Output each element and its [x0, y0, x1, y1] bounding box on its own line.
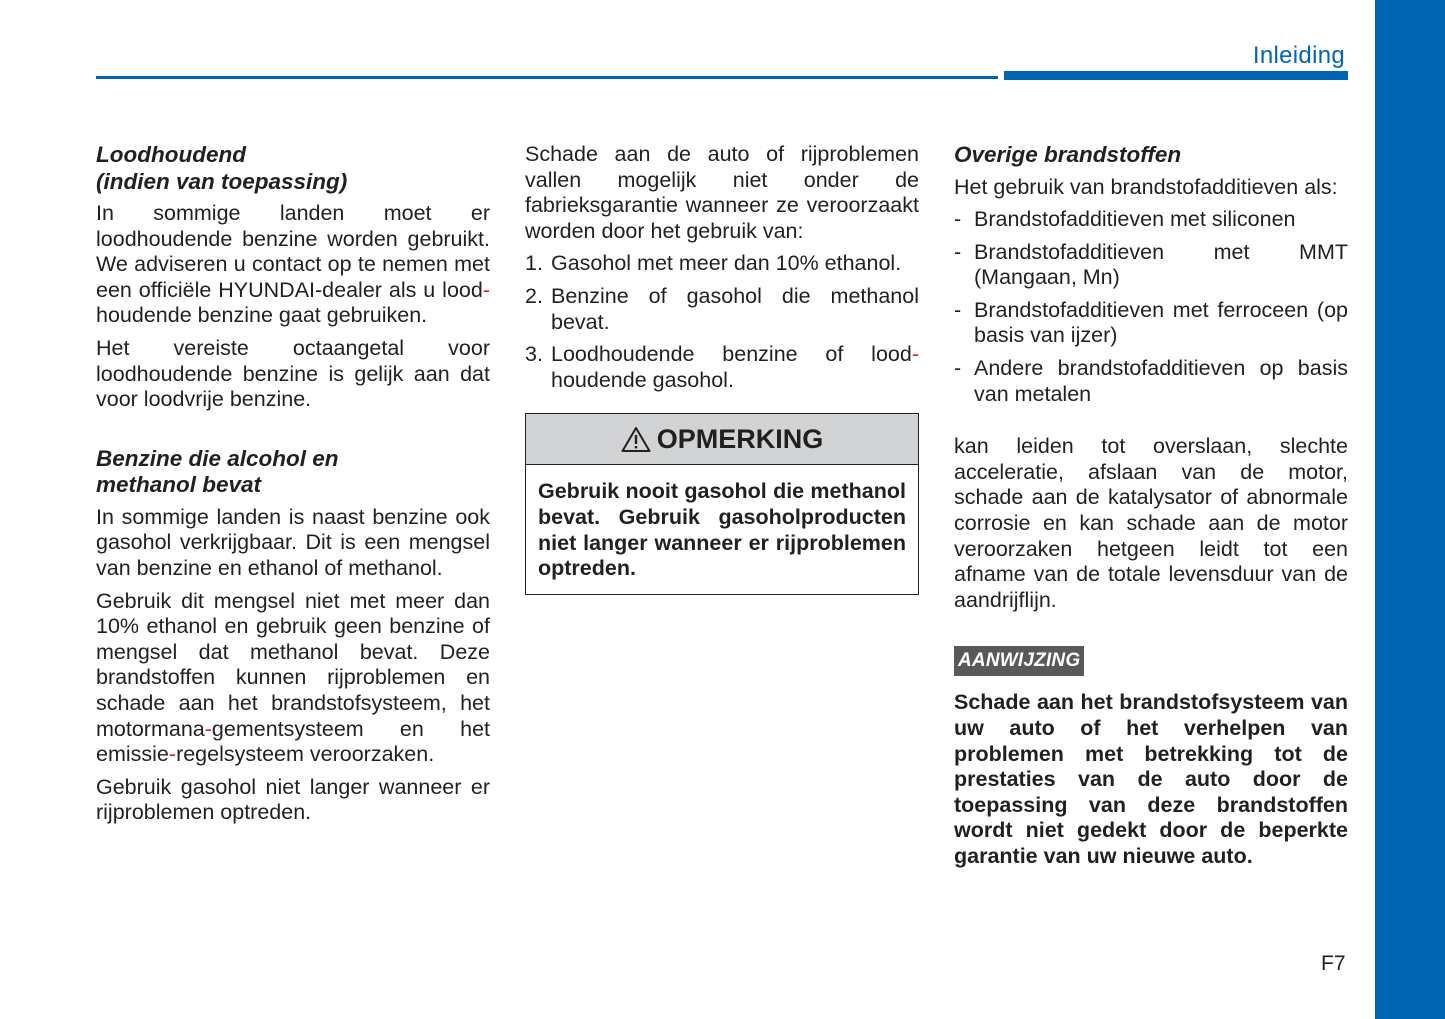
list-item [954, 356, 1348, 407]
paragraph: Schade aan de auto of rijproblemen vallen mogelijk niet onder de fabrieksgarantie wanneer ze veroorzaakt worden door het gebruik van: [525, 142, 919, 243]
list-item [954, 240, 1348, 291]
header-rule-thick [1004, 71, 1348, 80]
list-dash: - [954, 297, 962, 322]
list-item [525, 251, 919, 277]
paragraph: kan leiden tot overslaan, slechte acceleratie, afslaan van de motor, schade aan de katalysator of abnormale corrosie en kan schade aan de motor veroorzaken hetgeen leidt tot een afname van de totale levensduur van de aandrijflijn. [954, 434, 1348, 612]
notice-header [526, 414, 918, 465]
paragraph-text: Gebruik dit mengsel niet met meer dan 10% ethanol en gebruik geen benzine of mengsel dat methanol bevat. Deze brandstoffen kunnen rijproblemen en schade aan het brandstofsysteem, het motormana [96, 588, 490, 741]
heading-line: methanol bevat [96, 472, 262, 498]
paragraph [96, 589, 490, 768]
numbered-list [525, 251, 919, 393]
list-number: 2. [525, 283, 543, 308]
hyphen-mark: - [911, 342, 919, 367]
paragraph: Gebruik gasohol niet langer wanneer er rijproblemen optreden. [96, 774, 490, 825]
paragraph: Het gebruik van brandstofadditieven als: [954, 174, 1338, 199]
list-dash: - [954, 207, 962, 232]
section-heading-leaded [96, 142, 490, 195]
list-text: Brandstofadditieven met MMT (Mangaan, Mn) [974, 239, 1348, 290]
paragraph-text: In sommige landen moet er loodhoudende benzine worden gebruikt. We adviseren u contact op te nemen met een officiële HYUNDAI-dealer als u lood [96, 201, 490, 302]
column-left [96, 142, 490, 833]
notice-box [525, 413, 919, 594]
list-item [954, 207, 1348, 233]
section-heading-other-fuels: Overige brandstoffen [954, 142, 1182, 167]
section-heading-alcohol [96, 446, 490, 499]
list-item [525, 284, 919, 335]
note-label: AANWIJZING [954, 646, 1084, 676]
notice-title: OPMERKING [656, 423, 824, 454]
list-dash: - [954, 239, 962, 264]
heading-line: (indien van toepassing) [96, 168, 348, 194]
list-text: Brandstofadditieven met siliconen [974, 207, 1296, 232]
paragraph-text: gementsysteem en het emissie [96, 716, 490, 767]
page-number: F7 [1321, 952, 1346, 975]
list-text: Benzine of gasohol die methanol bevat. [551, 283, 919, 334]
dash-list [954, 207, 1348, 407]
list-number: 3. [525, 342, 543, 367]
column-right [954, 142, 1348, 870]
list-text: Loodhoudende benzine of lood [551, 342, 912, 367]
paragraph: In sommige landen is naast benzine ook gasohol verkrijgbaar. Dit is een mengsel van benzine en ethanol of methanol. [96, 504, 490, 580]
paragraph-text: regelsysteem veroorzaken. [176, 742, 435, 767]
heading-line: Loodhoudend [96, 142, 246, 167]
list-text: Andere brandstofadditieven op basis van metalen [974, 356, 1348, 406]
list-text: Brandstofadditieven met ferroceen (op basis van ijzer) [974, 297, 1348, 348]
list-item [954, 298, 1348, 349]
notice-body: Gebruik nooit gasohol die methanol bevat. Gebruik gasoholproducten niet langer wanneer er rijproblemen optreden. [538, 479, 906, 581]
paragraph: Het vereiste octaangetal voor loodhoudende benzine is gelijk aan dat voor loodvrije benzine. [96, 335, 490, 412]
hyphen-mark: - [204, 716, 212, 741]
heading-line: Benzine die alcohol en [96, 445, 339, 471]
paragraph [96, 201, 490, 329]
list-text: Gasohol met meer dan 10% ethanol. [551, 251, 902, 276]
paragraph-text: houdende benzine gaat gebruiken. [96, 303, 428, 328]
chapter-side-tab [1375, 0, 1445, 1019]
list-text: houdende gasohol. [551, 367, 734, 392]
column-middle [525, 142, 919, 595]
note-text: Schade aan het brandstofsysteem van uw auto of het verhelpen van problemen met betrekking tot de prestaties van de auto door de toepassing van deze brandstoffen wordt niet gedekt door de beperkte garantie van uw nieuwe auto. [954, 690, 1348, 868]
list-item [525, 342, 919, 393]
hyphen-mark: - [482, 277, 490, 302]
chapter-title: Inleiding [1252, 42, 1345, 69]
header-rule [96, 76, 998, 79]
list-dash: - [954, 356, 962, 381]
warning-triangle-icon [621, 426, 651, 453]
hyphen-mark: - [168, 742, 177, 767]
list-number: 1. [525, 251, 543, 276]
